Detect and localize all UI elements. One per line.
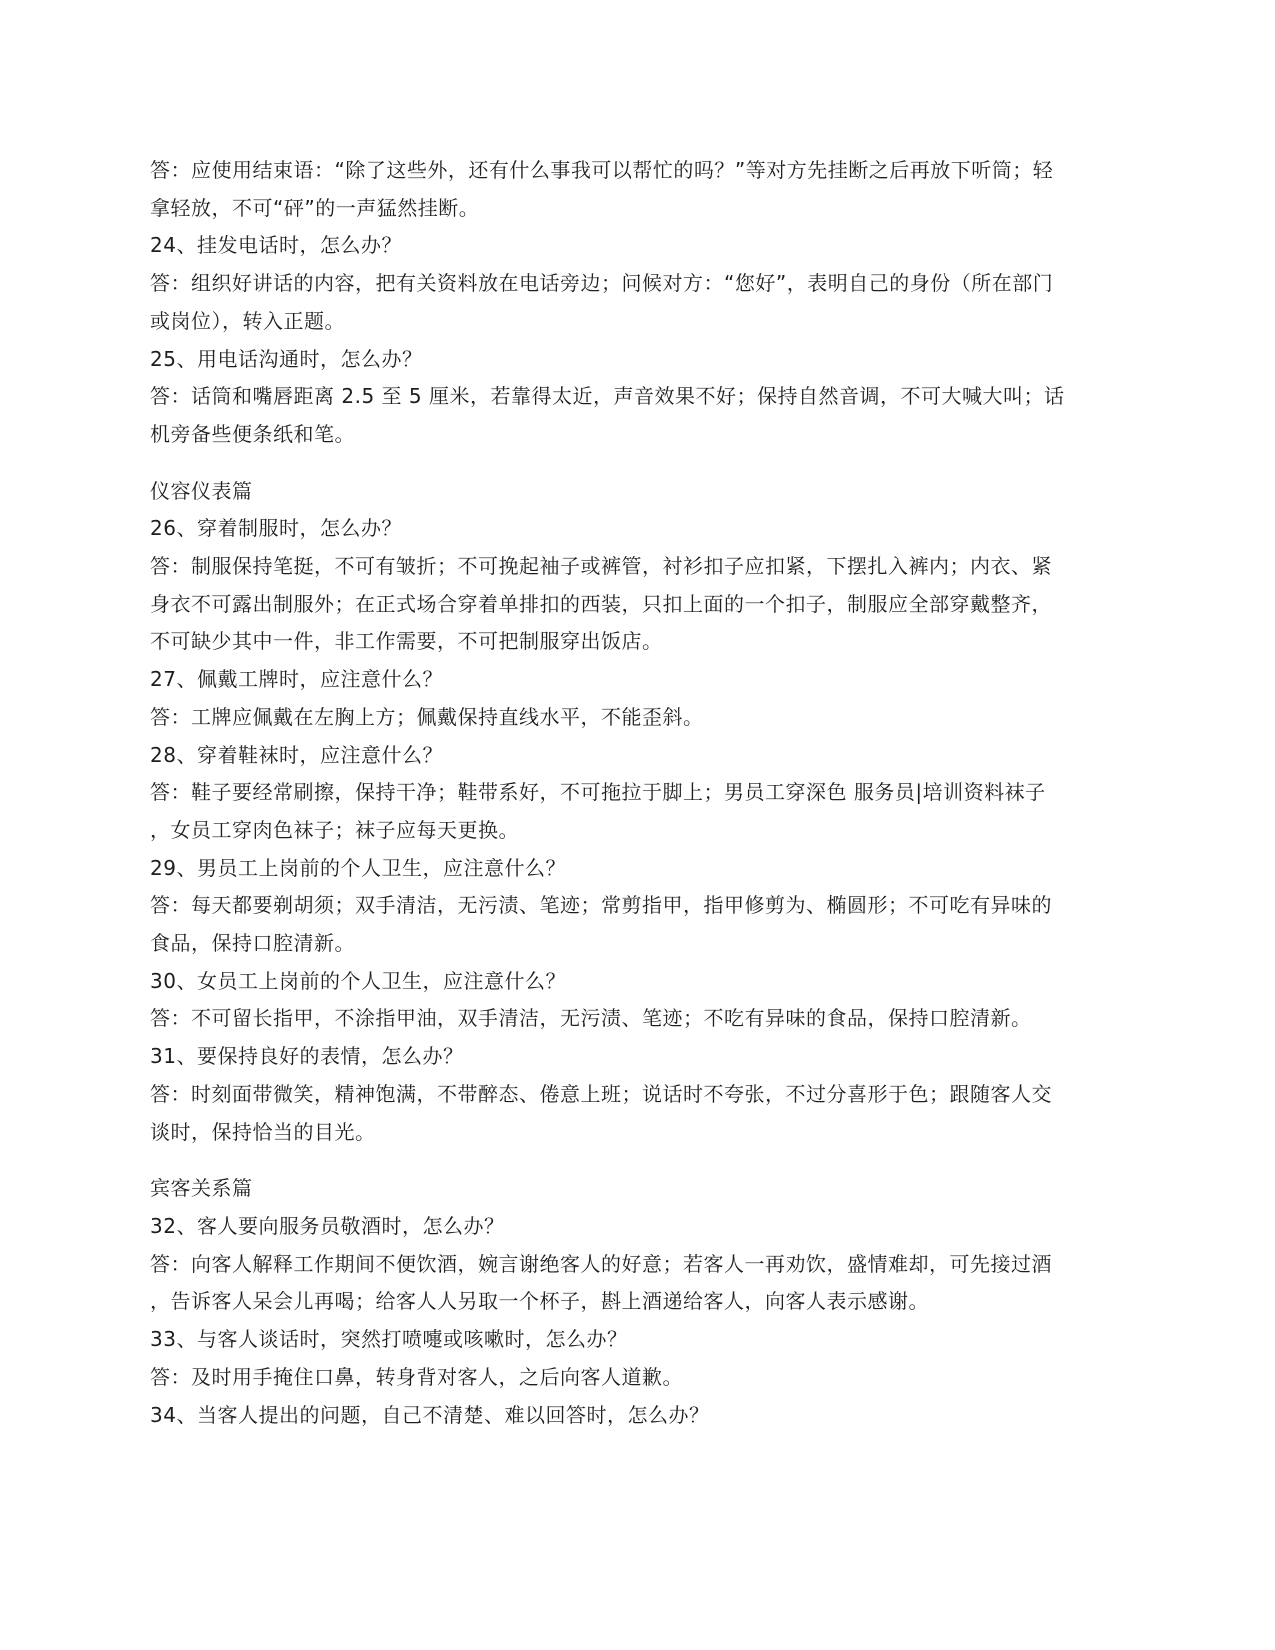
- answer-25-line-1: 答：话筒和嘴唇距离 2.5 至 5 厘米，若靠得太近，声音效果不好；保持自然音调，不可大喊大叫；话: [150, 384, 1065, 409]
- question-25: 25、用电话沟通时，怎么办？: [150, 346, 423, 371]
- answer-32-line-1: 答：向客人解释工作期间不便饮酒，婉言谢绝客人的好意；若客人一再劝饮，盛情难却，可先接过酒: [150, 1251, 1052, 1276]
- answer-33: 答：及时用手掩住口鼻，转身背对客人，之后向客人道歉。: [150, 1364, 683, 1389]
- section-gap: [150, 1151, 1125, 1170]
- section-gap: [150, 454, 1125, 473]
- answer-25-line-2: 机旁备些便条纸和笔。: [150, 421, 355, 446]
- question-32: 32、客人要向服务员敬酒时，怎么办？: [150, 1213, 505, 1238]
- answer-28-line-1: 答：鞋子要经常刷擦，保持干净；鞋带系好，不可拖拉于脚上；男员工穿深色 服务员|培训资料袜子: [150, 780, 1046, 805]
- question-28: 28、穿着鞋袜时，应注意什么？: [150, 742, 443, 767]
- answer-24-line-2: 或岗位），转入正题。: [150, 308, 345, 333]
- question-26: 26、穿着制服时，怎么办？: [150, 516, 402, 541]
- answer-28-line-2: ，女员工穿肉色袜子；袜子应每天更换。: [150, 817, 519, 842]
- answer-29-line-1: 答：每天都要剃胡须；双手清洁，无污渍、笔迹；常剪指甲，指甲修剪为、椭圆形；不可吃有异味的: [150, 893, 1052, 918]
- question-31: 31、要保持良好的表情，怎么办？: [150, 1044, 464, 1069]
- question-34: 34、当客人提出的问题，自己不清楚、难以回答时，怎么办？: [150, 1402, 710, 1427]
- answer-32-line-2: ，告诉客人呆会儿再喝；给客人人另取一个杯子，斟上酒递给客人，向客人表示感谢。: [150, 1289, 929, 1314]
- section-heading-guest-relations: 宾客关系篇: [150, 1176, 253, 1201]
- answer-23-line-1: 答：应使用结束语：“除了这些外，还有什么事我可以帮忙的吗？”等对方先挂断之后再放下听筒；轻: [150, 158, 1054, 182]
- answer-26-line-3: 不可缺少其中一件，非工作需要，不可把制服穿出饭店。: [150, 629, 663, 654]
- question-30: 30、女员工上岗前的个人卫生，应注意什么？: [150, 968, 566, 993]
- section-heading-appearance: 仪容仪表篇: [150, 478, 253, 503]
- answer-30: 答：不可留长指甲，不涂指甲油，双手清洁，无污渍、笔迹；不吃有异味的食品，保持口腔清新。: [150, 1006, 1032, 1031]
- question-24: 24、挂发电话时，怎么办？: [150, 233, 402, 258]
- question-33: 33、与客人谈话时，突然打喷嚏或咳嗽时，怎么办？: [150, 1327, 628, 1352]
- question-29: 29、男员工上岗前的个人卫生，应注意什么？: [150, 855, 566, 880]
- answer-26-line-2: 身衣不可露出制服外；在正式场合穿着单排扣的西装，只扣上面的一个扣子，制服应全部穿戴整齐，: [150, 591, 1052, 616]
- answer-23-line-2: 拿轻放，不可“砰”的一声猛然挂断。: [150, 195, 480, 220]
- answer-29-line-2: 食品，保持口腔清新。: [150, 931, 355, 956]
- answer-27: 答：工牌应佩戴在左胸上方；佩戴保持直线水平，不能歪斜。: [150, 704, 704, 729]
- question-27: 27、佩戴工牌时，应注意什么？: [150, 667, 443, 692]
- answer-24-line-1: 答：组织好讲话的内容，把有关资料放在电话旁边；问候对方：“您好”，表明自己的身份（所在部门: [150, 271, 1054, 296]
- document-page: [150, 152, 1125, 1434]
- answer-26-line-1: 答：制服保持笔挺，不可有皱折；不可挽起袖子或裤管，衬衫扣子应扣紧，下摆扎入裤内；内衣、紧: [150, 554, 1052, 579]
- answer-31-line-1: 答：时刻面带微笑，精神饱满，不带醉态、倦意上班；说话时不夸张，不过分喜形于色；跟随客人交: [150, 1081, 1052, 1106]
- answer-31-line-2: 谈时，保持恰当的目光。: [150, 1119, 376, 1144]
